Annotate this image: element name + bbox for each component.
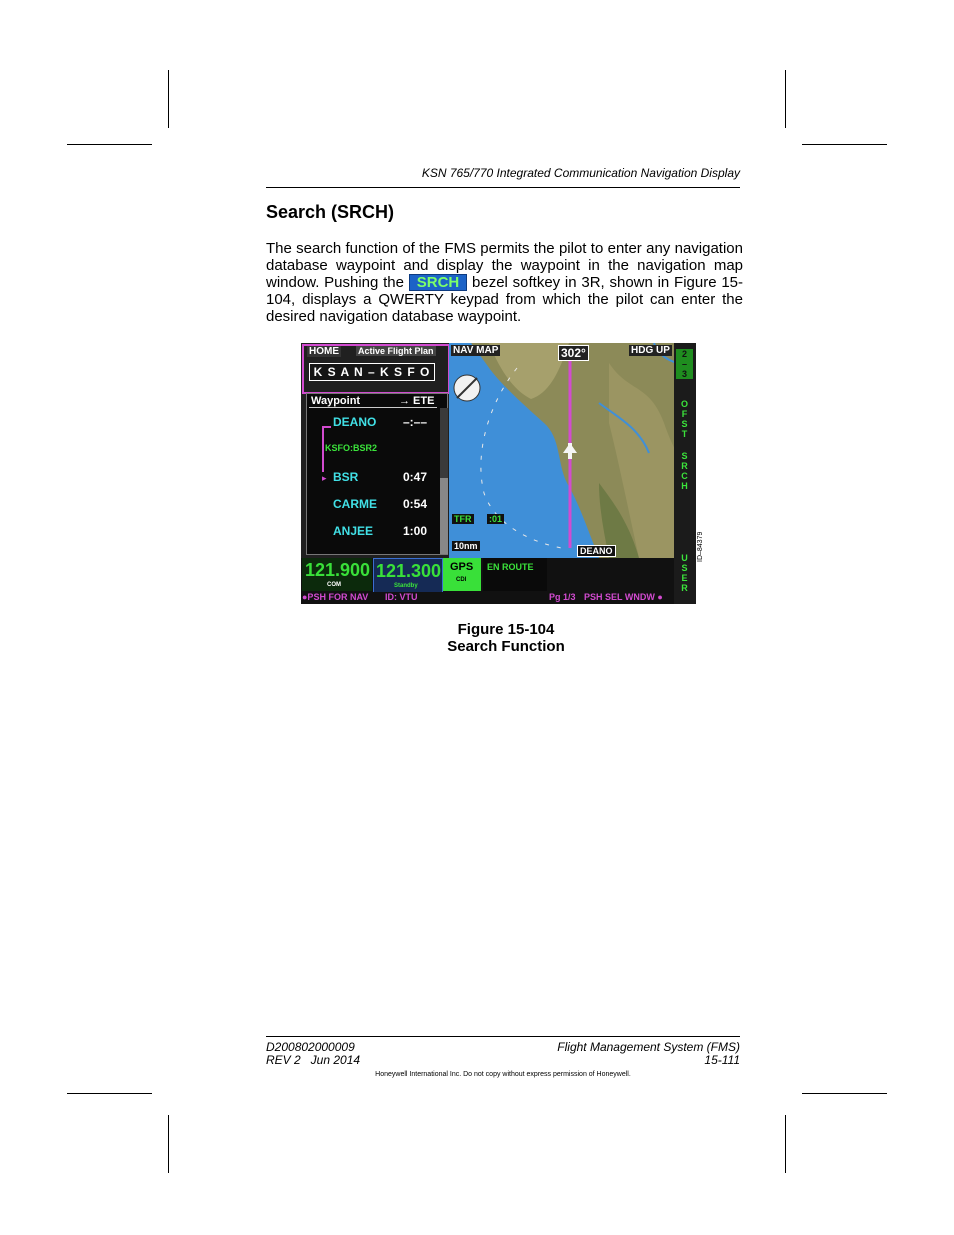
copyright-notice: Honeywell International Inc. Do not copy without express permission of Honeywell. xyxy=(375,1071,631,1078)
active-leg-line xyxy=(322,426,324,472)
waypoint-ete: 1:00 xyxy=(403,524,428,538)
com-frequency: 121.900 xyxy=(305,560,371,580)
crop-mark xyxy=(67,144,152,145)
doc-number: D200802000009 xyxy=(266,1040,355,1054)
map-range[interactable]: 10nm xyxy=(454,541,478,551)
softkey-user[interactable]: U S E R xyxy=(681,553,688,593)
body-text-2: bezel softkey in 3R, shown in Figure 15-104, displays a QWERTY keypad from which the pilot can enter the desired navigation database waypoint. xyxy=(266,274,744,325)
station-id: ID: VTU xyxy=(385,592,418,602)
nav-map[interactable] xyxy=(449,343,696,558)
tfr-label: TFR xyxy=(454,514,472,524)
flight-plan-pane xyxy=(301,343,449,558)
waypoint-ete: –:–– xyxy=(403,415,428,429)
flight-phase-box xyxy=(483,558,547,591)
crop-mark xyxy=(785,70,786,128)
gps-cdi-box[interactable] xyxy=(443,558,481,591)
nav-map-label: NAV MAP xyxy=(453,345,499,356)
com-frequency-box[interactable] xyxy=(302,558,372,591)
page-number: 15-111 xyxy=(704,1053,740,1067)
crop-mark xyxy=(168,1115,169,1173)
waypoint-name[interactable]: BSR xyxy=(333,470,359,484)
push-for-nav[interactable]: ●PSH FOR NAV xyxy=(302,592,369,602)
home-label[interactable]: HOME xyxy=(309,346,339,357)
softkey-srch[interactable]: S R C H xyxy=(681,451,688,491)
figure-number: Figure 15-104 xyxy=(457,621,555,638)
waypoint-name[interactable]: ANJEE xyxy=(333,524,374,538)
revision: REV 2 Jun 2014 xyxy=(266,1053,361,1067)
list-header-rule xyxy=(309,407,437,408)
scrollbar-thumb[interactable] xyxy=(440,408,448,478)
bezel-softkeys xyxy=(674,343,696,604)
header-rule xyxy=(266,187,740,188)
flight-plan-title: Active Flight Plan xyxy=(358,346,434,356)
cdi-label: CDI xyxy=(456,577,467,583)
active-leg-arrow-icon: ▸ xyxy=(322,473,327,483)
waypoint-name[interactable]: CARME xyxy=(333,497,377,511)
crop-mark xyxy=(802,1093,887,1094)
com-label: COM xyxy=(327,582,341,588)
nav-map-graphic xyxy=(449,343,696,558)
waypoint-column-header: Waypoint xyxy=(311,395,361,407)
running-header: KSN 765/770 Integrated Communication Navigation Display xyxy=(421,166,740,180)
crop-mark xyxy=(67,1093,152,1094)
figure-title: Search Function xyxy=(447,638,565,655)
figure-caption xyxy=(266,621,746,655)
heading-mode[interactable]: HDG UP xyxy=(631,345,670,356)
procedure-label: KSFO:BSR2 xyxy=(325,443,378,453)
waypoint-list xyxy=(306,393,448,555)
softkey-ofst[interactable]: O F S T xyxy=(680,399,688,439)
deano-map-label: DEANO xyxy=(577,545,616,557)
gps-label: GPS xyxy=(450,561,474,573)
bottom-status-bar xyxy=(301,592,696,604)
srch-softkey-inline: SRCH xyxy=(409,274,468,291)
heading-readout: 302° xyxy=(558,345,589,361)
crop-mark xyxy=(802,144,887,145)
softkey-2-3[interactable]: 2 – 3 xyxy=(676,349,693,379)
waypoint-name[interactable]: DEANO xyxy=(333,415,377,429)
crop-mark xyxy=(168,70,169,128)
image-id: ID–84379 xyxy=(697,531,704,562)
section-title: Search (SRCH) xyxy=(266,202,395,222)
ete-column-header: → ETE xyxy=(399,395,435,407)
chapter-title: Flight Management System (FMS) xyxy=(557,1040,740,1054)
waypoint-ete: 0:54 xyxy=(403,497,428,511)
device-screen xyxy=(301,343,696,604)
flight-phase: EN ROUTE xyxy=(487,562,534,572)
push-select-window[interactable]: PSH SEL WNDW ● xyxy=(584,592,663,602)
body-paragraph xyxy=(266,240,743,325)
page-indicator: Pg 1/3 xyxy=(549,592,576,602)
standby-label: Standby xyxy=(394,583,418,589)
waypoint-ete: 0:47 xyxy=(403,470,428,484)
active-leg-line xyxy=(322,426,331,428)
standby-frequency: 121.300 xyxy=(376,561,442,581)
standby-frequency-box[interactable] xyxy=(373,558,443,593)
body-text-1: The search function of the FMS permits the pilot to enter any navigation database waypoint and display the waypoint in the navigation map window. Pushing the xyxy=(266,240,743,291)
crop-mark xyxy=(785,1115,786,1173)
route-field[interactable]: K S A N – K S F O xyxy=(309,363,435,381)
footer-rule xyxy=(266,1036,740,1037)
tfr-value: :01 xyxy=(489,514,503,524)
